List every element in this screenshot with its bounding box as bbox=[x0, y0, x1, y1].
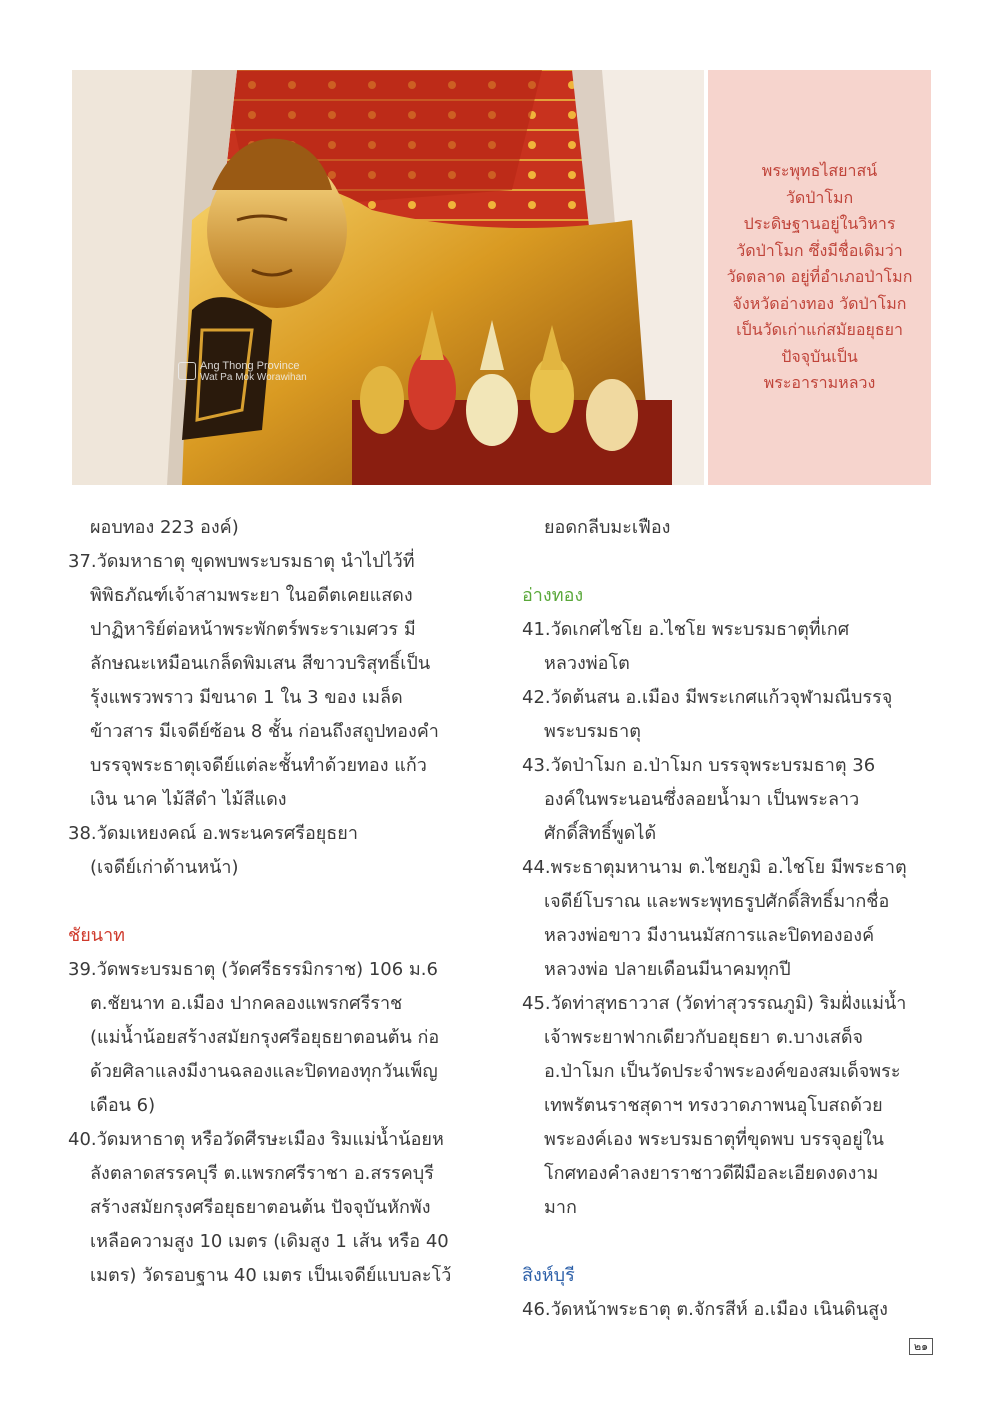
body-line: ปาฏิหาริย์ต่อหน้าพระพักตร์พระราเมศวร มี bbox=[90, 619, 416, 640]
body-line: พระบรมธาตุ bbox=[544, 721, 641, 742]
caption-line: จังหวัดอ่างทอง วัดป่าโมก bbox=[732, 293, 907, 313]
body-line: บรรจุพระธาตุเจดีย์แต่ละชั้นทำด้วยทอง แก้ว bbox=[90, 755, 427, 776]
list-item-40: 40.วัดมหาธาตุ หรือวัดศีรษะเมือง ริมแม่น้ำน้อยห bbox=[68, 1129, 444, 1150]
caption-line: วัดป่าโมก bbox=[785, 187, 854, 207]
body-line: รุ้งแพรวพราว มีขนาด 1 ใน 3 ของ เมล็ด bbox=[90, 687, 403, 708]
body-line: เมตร) วัดรอบฐาน 40 เมตร เป็นเจดีย์แบบละโว้ bbox=[90, 1265, 452, 1286]
body-line: ต.ชัยนาท อ.เมือง ปากคลองแพรกศรีราช bbox=[90, 993, 403, 1014]
body-line: เทพรัตนราชสุดาฯ ทรงวาดภาพนอุโบสถด้วย bbox=[544, 1095, 883, 1116]
body-line: ข้าวสาร มีเจดีย์ซ้อน 8 ชั้น ก่อนถึงสถูปทองคำ bbox=[90, 721, 439, 742]
body-line: สร้างสมัยกรุงศรีอยุธยาตอนต้น ปัจจุบันหักพัง bbox=[90, 1197, 431, 1218]
section-gap bbox=[522, 1225, 942, 1259]
caption-line: พระอารามหลวง bbox=[763, 373, 876, 393]
list-item-43: 43.วัดป่าโมก อ.ป่าโมก บรรจุพระบรมธาตุ 36 bbox=[522, 755, 876, 776]
body-line: ลังตลาดสรรคบุรี ต.แพรกศรีราชา อ.สรรคบุรี bbox=[90, 1163, 434, 1184]
body-line: (เจดีย์เก่าด้านหน้า) bbox=[90, 857, 239, 878]
list-item-45: 45.วัดท่าสุทธาวาส (วัดท่าสุวรรณภูมิ) ริมฝั่งแม่น้ำ bbox=[522, 993, 907, 1014]
list-item-41: 41.วัดเกศไชโย อ.ไชโย พระบรมธาตุที่เกศ bbox=[522, 619, 850, 640]
caption-line: วัดตลาด อยู่ที่อำเภอป่าโมก bbox=[726, 267, 913, 287]
body-line: ผอบทอง 223 องค์) bbox=[90, 517, 239, 538]
reclining-buddha-photo bbox=[72, 70, 704, 485]
body-line: หลวงพ่อ ปลายเดือนมีนาคมทุกปี bbox=[544, 959, 791, 980]
body-line: มาก bbox=[544, 1197, 577, 1218]
body-line: โกศทองคำลงยาราชาวดีฝีมือละเอียดงดงาม bbox=[544, 1163, 879, 1184]
buddha-illustration bbox=[72, 70, 704, 485]
photo-watermark bbox=[200, 360, 307, 384]
body-line: อ.ป่าโมก เป็นวัดประจำพระองค์ของสมเด็จพระ bbox=[544, 1061, 901, 1082]
caption-line: เป็นวัดเก่าแก่สมัยอยุธยา bbox=[736, 320, 903, 340]
section-gap bbox=[68, 885, 488, 919]
body-line: องค์ในพระนอนซึ่งลอยน้ำมา เป็นพระลาว bbox=[544, 789, 860, 810]
body-line: พระองค์เอง พระบรมธาตุที่ขุดพบ บรรจุอยู่ใน bbox=[544, 1129, 884, 1150]
caption-line: ปัจจุบันเป็น bbox=[781, 346, 858, 366]
list-item-44: 44.พระธาตุมหานาม ต.ไชยภูมิ อ.ไชโย มีพระธาตุ bbox=[522, 857, 907, 878]
body-line: หลวงพ่อขาว มีงานนมัสการและปิดทององค์ bbox=[544, 925, 875, 946]
body-line: เดือน 6) bbox=[90, 1095, 156, 1116]
section-heading-chainat: ชัยนาท bbox=[68, 925, 126, 946]
body-line: เงิน นาค ไม้สีดำ ไม้สีแดง bbox=[90, 789, 287, 810]
body-line: เหลือความสูง 10 เมตร (เดิมสูง 1 เส้น หรือ 40 bbox=[90, 1231, 449, 1252]
watermark-line-2: Wat Pa Mok Worawihan bbox=[200, 372, 307, 383]
watermark-line-1: Ang Thong Province bbox=[200, 360, 300, 372]
body-line: พิพิธภัณฑ์เจ้าสามพระยา ในอดีตเคยแสดง bbox=[90, 585, 413, 606]
section-heading-angthong: อ่างทอง bbox=[522, 585, 584, 606]
body-line: หลวงพ่อโต bbox=[544, 653, 630, 674]
caption-line: วัดป่าโมก ซึ่งมีชื่อเดิมว่า bbox=[736, 240, 903, 260]
caption-line: พระพุทธไสยาสน์ bbox=[761, 161, 878, 181]
list-item-37: 37.วัดมหาธาตุ ขุดพบพระบรมธาตุ นำไปไว้ที่ bbox=[68, 551, 415, 572]
right-text-column bbox=[522, 511, 942, 1327]
body-line: ด้วยศิลาแลงมีงานฉลองและปิดทองทุกวันเพ็ญ bbox=[90, 1061, 438, 1082]
photo-caption-box bbox=[708, 70, 931, 485]
body-line: ยอดกลีบมะเฟือง bbox=[544, 517, 671, 538]
body-line: เจดีย์โบราณ และพระพุทธรูปศักดิ์สิทธิ์มากชื่อ bbox=[544, 891, 890, 912]
section-heading-singburi: สิงห์บุรี bbox=[522, 1265, 575, 1286]
photo-caption-text bbox=[715, 158, 925, 397]
caption-line: ประดิษฐานอยู่ในวิหาร bbox=[743, 214, 896, 234]
body-line: ลักษณะเหมือนเกล็ดพิมเสน สีขาวบริสุทธิ์เป็น bbox=[90, 653, 431, 674]
body-line: เจ้าพระยาฟากเดียวกับอยุธยา ต.บางเสด็จ bbox=[544, 1027, 864, 1048]
list-item-39: 39.วัดพระบรมธาตุ (วัดศรีธรรมิกราช) 106 ม.6 bbox=[68, 959, 438, 980]
body-line: ศักดิ์สิทธิ์พูดได้ bbox=[544, 823, 657, 844]
body-line: (แม่น้ำน้อยสร้างสมัยกรุงศรีอยุธยาตอนต้น ก่อ bbox=[90, 1027, 440, 1048]
left-text-column bbox=[68, 511, 488, 1293]
list-item-42: 42.วัดต้นสน อ.เมือง มีพระเกศแก้วจุฬามณีบรรจุ bbox=[522, 687, 893, 708]
section-gap bbox=[522, 545, 942, 579]
watermark-logo-icon bbox=[178, 362, 196, 380]
list-item-38: 38.วัดมเหยงคณ์ อ.พระนครศรีอยุธยา bbox=[68, 823, 358, 844]
list-item-46: 46.วัดหน้าพระธาตุ ต.จักรสีห์ อ.เมือง เนินดินสูง bbox=[522, 1299, 888, 1320]
page-number: ๒๑ bbox=[909, 1338, 933, 1355]
